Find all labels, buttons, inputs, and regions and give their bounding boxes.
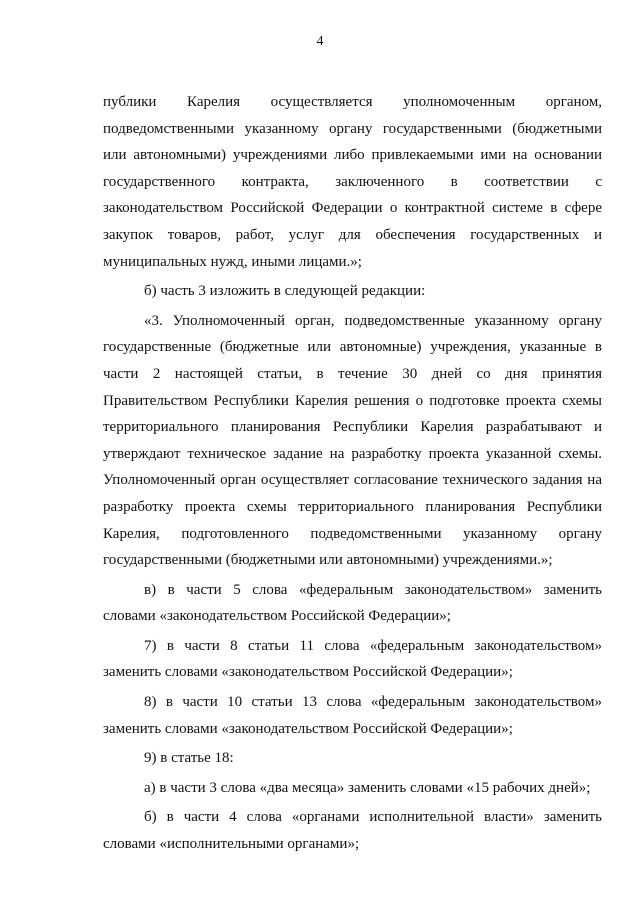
paragraph-item-v-part-5: в) в части 5 слова «федеральным законодательством» заменить словами «законодательством Российской Федерации»; [103,581,602,625]
paragraph-item-a-part-3: а) в части 3 слова «два месяца» заменить словами «15 рабочих дней»; [144,779,591,796]
document-body [103,89,602,858]
paragraph-item-8: 8) в части 10 статьи 13 слова «федеральным законодательством» заменить словами «законодательством Российской Федерации»; [103,694,602,737]
paragraph-item-b-part-3: б) часть 3 изложить в следующей редакции: [144,283,426,300]
paragraph-quoted-part-3: «3. Уполномоченный орган, подведомственные указанному органу государственные (бюджетные или автономные) учреждения, указанные в части 2 настоящей статьи, в течение 30 дней со дня принятия Правительством Республики Карелия решения о подготовке проекта схемы территориального планирования Республики Карелия разрабатывают и утверждают техническое задание на разработку проекта указанной схемы. Уполномоченный орган осуществляет согласование технического задания на разработку проекта схемы территориального планирования Республики Карелия, подготовленного подведомственными указанному органу государственными (бюджетными или автономными) учреждениями.»; [103,312,602,569]
paragraph-item-7: 7) в части 8 статьи 11 слова «федеральным законодательством» заменить словами «законодательством Российской Федерации»; [103,637,602,681]
paragraph-item-9: 9) в статье 18: [144,750,234,767]
paragraph-continuation: публики Карелия осуществляется уполномоченным органом, подведомственными указанному органу государственными (бюджетными или автономными) учреждениями либо привлекаемыми ими на основании государственного контракта, заключенного в соответствии с законодательством Российской Федерации о контрактной системе в сфере закупок товаров, работ, услуг для обеспечения государственных и муниципальных нужд, иными лицами.»; [103,94,602,270]
page-number: 4 [316,34,324,49]
paragraph-item-b-part-4: б) в части 4 слова «органами исполнительной власти» заменить словами «исполнительными органами»; [103,809,602,853]
